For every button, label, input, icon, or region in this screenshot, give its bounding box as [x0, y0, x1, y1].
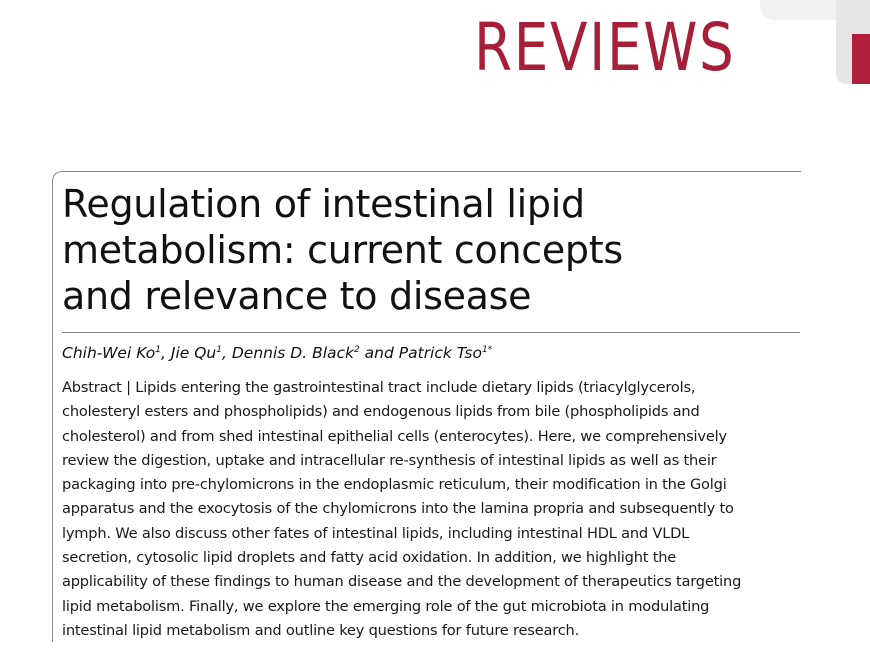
abstract-line: intestinal lipid metabolism and outline key questions for future research. — [62, 621, 580, 639]
abstract-text: Lipids entering the gastrointestinal tract include dietary lipids (triacylglycerols, — [135, 379, 696, 396]
author-name[interactable]: Chih-Wei Ko — [62, 344, 156, 362]
title-line: and relevance to disease — [62, 274, 532, 318]
author-separator: , — [222, 344, 232, 362]
abstract-line — [62, 376, 790, 400]
abstract-line: packaging into pre-chylomicrons in the endoplasmic reticulum, their modification in the Golgi — [62, 476, 727, 494]
author-list — [62, 342, 492, 364]
abstract-line: lymph. We also discuss other fates of intestinal lipids, including intestinal HDL and VLDL — [62, 524, 690, 542]
author-separator: and — [359, 344, 399, 362]
abstract-line: applicability of these findings to human disease and the development of therapeutics targeting — [62, 573, 742, 591]
author-name[interactable]: Dennis D. Black — [231, 344, 355, 362]
article-title — [62, 181, 782, 319]
abstract-line: cholesteryl esters and phospholipids) and endogenous lipids from bile (phospholipids and — [62, 403, 700, 421]
title-divider — [62, 332, 800, 333]
author-affiliation: 2 — [354, 344, 360, 355]
abstract-label: Abstract | — [62, 379, 136, 396]
title-line: metabolism: current concepts — [62, 228, 623, 272]
abstract-line: secretion, cytosolic lipid droplets and fatty acid oxidation. In addition, we highlight the — [62, 549, 677, 567]
author-affiliation: 1 — [155, 344, 162, 355]
corresponding-author-mark: * — [487, 344, 493, 355]
page-corner-decoration — [760, 0, 836, 20]
abstract-line: review the digestion, uptake and intracellular re-synthesis of intestinal lipids as well as their — [62, 451, 717, 469]
page-tab-accent — [852, 34, 870, 84]
abstract-line: apparatus and the exocytosis of the chylomicrons into the lamina propria and subsequently to — [62, 500, 734, 518]
abstract-line: lipid metabolism. Finally, we explore the emerging role of the gut microbiota in modulating — [62, 597, 710, 615]
author-affiliation: 1 — [216, 344, 222, 355]
abstract-line: cholesterol) and from shed intestinal epithelial cells (enterocytes). Here, we comprehensively — [62, 427, 727, 445]
section-label: REVIEWS — [474, 9, 736, 86]
author-affiliation: 1 — [481, 344, 488, 355]
author-name[interactable]: Patrick Tso — [398, 344, 482, 362]
author-name[interactable]: Jie Qu — [170, 344, 217, 362]
abstract — [62, 376, 790, 643]
author-separator: , — [161, 344, 171, 362]
title-line: Regulation of intestinal lipid — [62, 182, 585, 226]
